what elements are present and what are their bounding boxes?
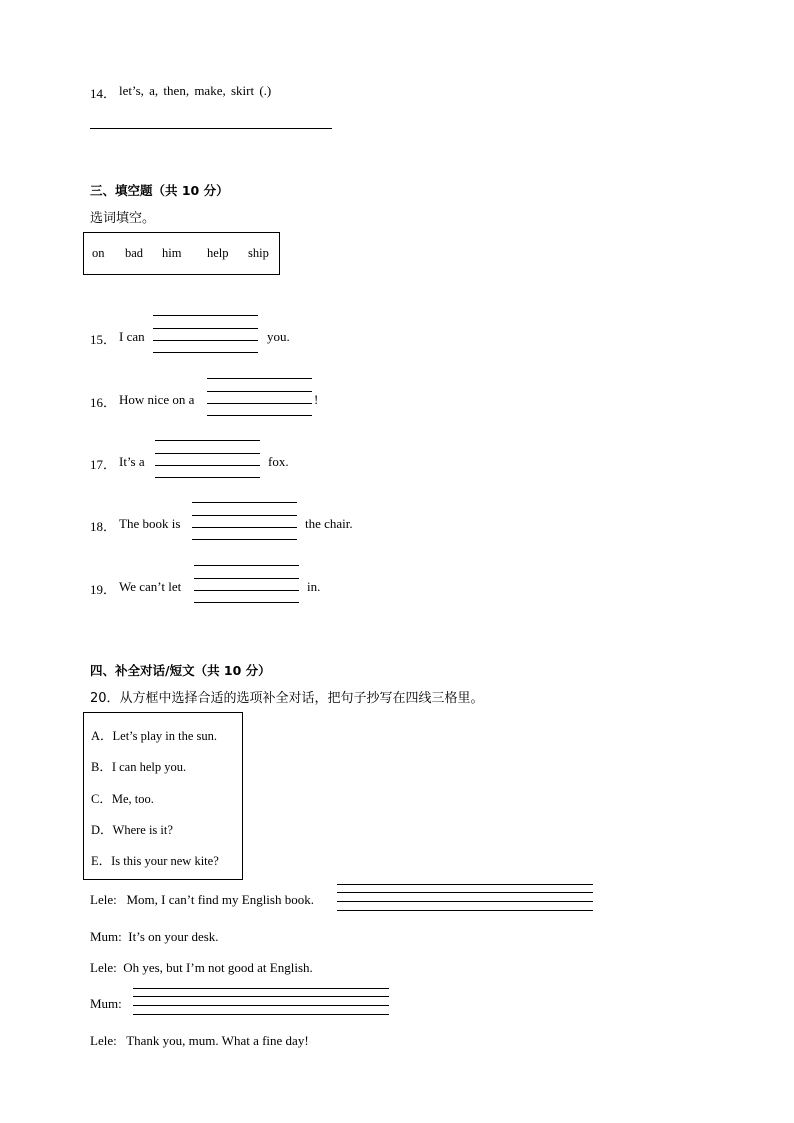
q17-before: It’s a [119,454,145,469]
q15-writing-lines[interactable] [153,315,258,355]
q15-before: I can [119,329,145,344]
q19-before: We can’t let [119,579,182,594]
word-bank-word: help [207,246,229,260]
dialogue-line: Lele: Oh yes, but I’m not good at English. [90,960,313,975]
q15-number: 15． [90,332,117,347]
dialogue-line: Lele: Mom, I can’t find my English book. [90,892,314,907]
word-bank-word: ship [248,246,269,260]
option-item: E．Is this your new kite? [91,854,219,868]
q17-after: fox. [268,454,289,469]
options-box [83,712,243,880]
q19-writing-lines[interactable] [194,565,299,605]
q17-writing-lines[interactable] [155,440,260,480]
q14-text: let’s, a, then, make, skirt (.) [119,83,272,98]
q19-number: 19． [90,582,117,597]
word-bank-word: on [92,246,105,260]
option-item: D．Where is it? [91,823,173,837]
dialogue-line: Mum: [90,996,122,1011]
dialogue-answer-lines-1[interactable] [337,884,593,912]
q16-number: 16． [90,395,117,410]
section4-title: 四、补全对话/短文（共 10 分） [90,663,271,678]
word-bank-word: bad [125,246,144,260]
q16-writing-lines[interactable] [207,378,312,418]
section3-title: 三、填空题（共 10 分） [90,183,229,198]
q14-answer-line [90,128,332,129]
q15-after: you. [267,329,290,344]
option-item: B．I can help you. [91,760,187,774]
dialogue-line: Lele: Thank you, mum. What a fine day! [90,1033,309,1048]
q18-before: The book is [119,516,181,531]
q16-before: How nice on a [119,392,195,407]
q18-writing-lines[interactable] [192,502,297,542]
word-bank-word: him [162,246,182,260]
word-bank-box [83,232,280,275]
dialogue-line: Mum: It’s on your desk. [90,929,219,944]
q18-number: 18． [90,519,117,534]
option-item: A．Let’s play in the sun. [91,729,218,743]
q17-number: 17． [90,457,117,472]
option-item: C．Me, too. [91,792,154,806]
q19-after: in. [307,579,321,594]
section3-instruction: 选词填空。 [90,211,156,226]
dialogue-answer-lines-2[interactable] [133,988,389,1016]
q18-after: the chair. [305,516,353,531]
q16-after: ! [314,392,319,407]
q20-instruction: 20．从方框中选择合适的选项补全对话，把句子抄写在四线三格里。 [90,691,484,706]
q14-number: 14． [90,86,117,101]
